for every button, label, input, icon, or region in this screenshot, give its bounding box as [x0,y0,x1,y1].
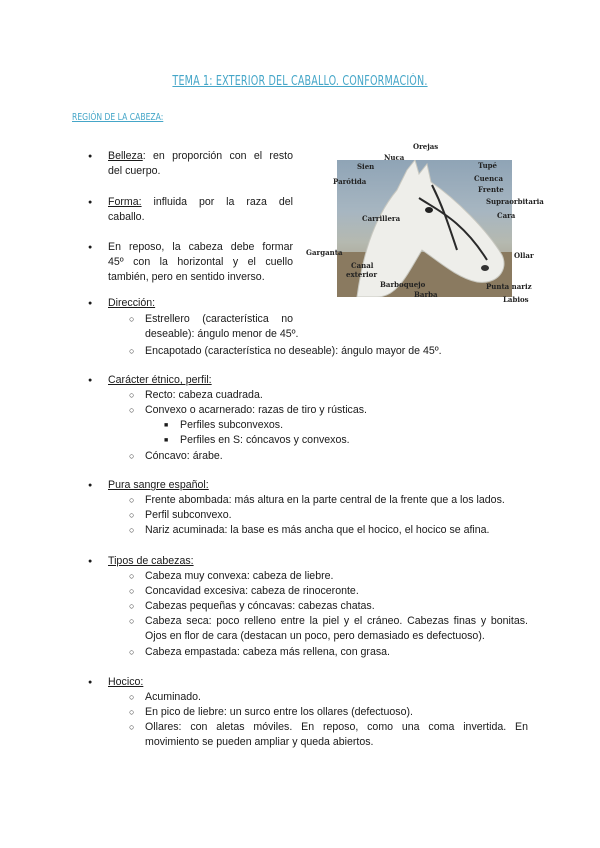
sub-item-tipo-2: ○ Concavidad excesiva: cabeza de rinoceronte. [145,585,359,598]
sub-item-encapotado: ○ Encapotado (característica no deseable): ángulo mayor de 45º. [145,345,442,358]
label-canal-1: Canal [351,261,374,270]
belleza-text: : en proporción con el resto [142,150,293,162]
estrellero-line2: deseable): ángulo menor de 45º. [145,328,299,340]
label-carrillera: Carrillera [362,214,401,223]
sub-item-tipo-4: ○ Cabeza seca: poco relleno entre la piel y el cráneo. Cabezas finas y bonitas. [145,615,528,628]
list-item-reposo: ● En reposo, la cabeza debe formar [108,241,293,254]
sub-item-tipo-1: ○ Cabeza muy convexa: cabeza de liebre. [145,570,333,583]
sub-item-nariz: ○ Nariz acuminada: la base es más ancha que el hocico, el hocico se afina. [145,524,490,537]
label-labios: Labios [503,295,529,304]
reposo-line2: 45º con la horizontal y el cuello [108,256,293,268]
list-item-hocico: ● Hocico: [108,676,143,689]
list-item-forma [108,196,293,209]
sub-item-convexo: ○ Convexo o acarnerado: razas de tiro y rústicas. [145,404,367,417]
label-nuca: Nuca [384,153,405,162]
label-cuenca: Cuenca [474,174,504,183]
sub-item-ollares: ○ Ollares: con aletas móviles. En reposo, como una coma invertida. En [145,721,528,734]
sub-item-tipo-5: ○ Cabeza empastada: cabeza más rellena, con grasa. [145,646,390,659]
label-ollar: Ollar [514,251,534,260]
list-item-tipos: ● Tipos de cabezas: [108,555,194,568]
ollares-line2: movimiento se pueden ampliar y queda abiertos. [145,736,374,748]
list-item-caracter: ● Carácter étnico, perfil: [108,374,212,387]
page-title: TEMA 1: EXTERIOR DEL CABALLO. CONFORMACIÓN. [172,74,428,89]
list-item-direccion: ● Dirección: [108,297,155,310]
label-parotida: Parótida [333,177,367,186]
sub-item-pico-liebre: ○ En pico de liebre: un surco entre los ollares (defectuoso). [145,706,413,719]
label-cara: Cara [497,211,516,220]
forma-line2: caballo. [108,211,145,223]
label-tupe: Tupé [478,161,498,170]
term-belleza: Belleza [108,150,143,162]
label-supraorbitaria: Supraorbitaria [486,197,544,206]
label-barboquejo: Barboquejo [380,280,426,289]
section-title: REGIÓN DE LA CABEZA: [72,112,164,123]
sub-item-perfil: ○ Perfil subconvexo. [145,509,232,522]
forma-text: influida por la raza del [141,196,293,208]
sub-item-frente: ○ Frente abombada: más altura en la parte central de la frente que a los lados. [145,494,505,507]
label-sien: Sien [357,162,375,171]
label-barba: Barba [414,290,438,299]
term-forma: Forma: [108,196,142,208]
label-garganta: Garganta [306,248,343,257]
label-canal-2: exterior [346,270,378,279]
sub-sub-item-subconvexos: ■ Perfiles subconvexos. [180,419,283,432]
list-item-pura-sangre: ● Pura sangre español: [108,479,209,492]
sub-item-concavo: ○ Cóncavo: árabe. [145,450,223,463]
reposo-line3: también, pero en sentido inverso. [108,271,265,283]
label-orejas: Orejas [413,142,439,151]
sub-sub-item-perfiles-s: ■ Perfiles en S: cóncavos y convexos. [180,434,350,447]
sub-item-recto: ○ Recto: cabeza cuadrada. [145,389,263,402]
label-punta-nariz: Punta nariz [486,282,532,291]
sub-item-tipo-3: ○ Cabezas pequeñas y cóncavas: cabezas chatas. [145,600,375,613]
sub-item-acuminado: ○ Acuminado. [145,691,201,704]
sub-item-estrellero: ○ Estrellero (característica no [145,313,293,326]
tipo-4-line2: Ojos en flor de cara (destacan un poco, pero demasiado es defectuoso). [145,630,485,642]
belleza-line2: del cuerpo. [108,165,161,177]
label-frente: Frente [478,185,504,194]
list-item-belleza [108,150,293,163]
